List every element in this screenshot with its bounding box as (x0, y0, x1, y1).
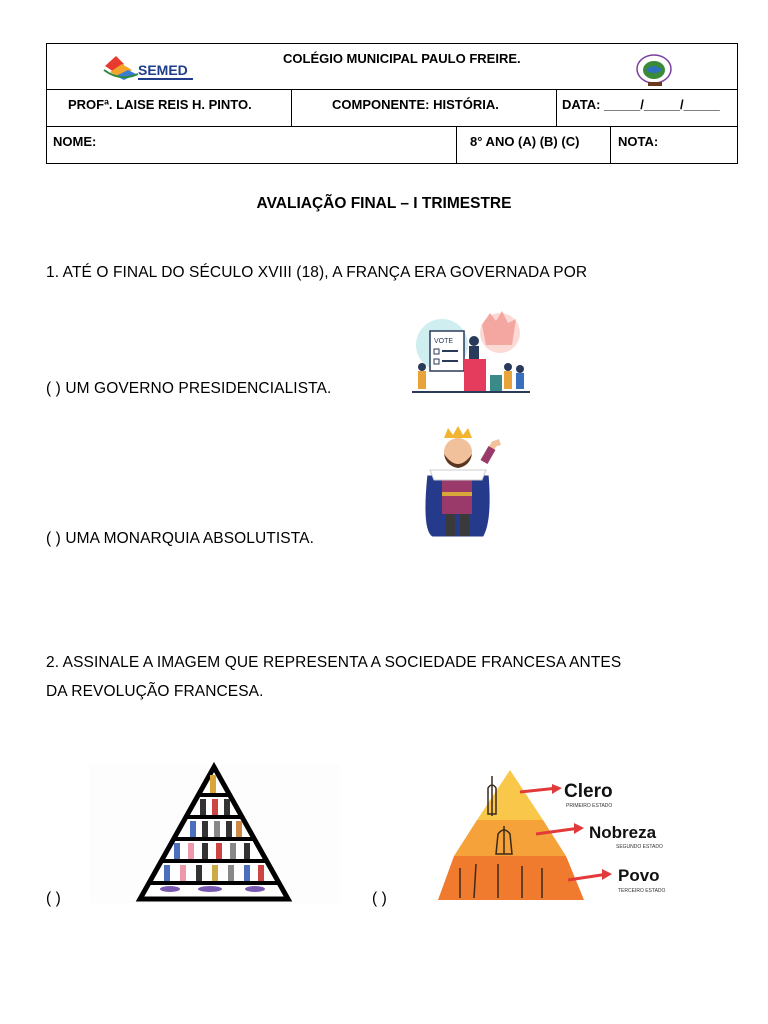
page-title: AVALIAÇÃO FINAL – I TRIMESTRE (256, 195, 512, 212)
score-field[interactable]: NOTA: (618, 134, 659, 149)
question-2-line2: DA REVOLUÇÃO FRANCESA. (46, 683, 264, 700)
king-illustration (410, 422, 508, 544)
question-2-line1: 2. ASSINALE A IMAGEM QUE REPRESENTA A SOCIEDADE FRANCESA ANTES (46, 654, 622, 671)
tier1-label: Clero (564, 781, 613, 802)
question-1: 1. ATÉ O FINAL DO SÉCULO XVIII (18), A FRANÇA ERA GOVERNADA POR (46, 264, 588, 281)
school-seal (630, 48, 678, 90)
divider (556, 89, 557, 126)
q2-option-b-checkbox[interactable]: ( ) (372, 890, 387, 907)
grade-label: 8° ANO (A) (B) (C) (470, 134, 580, 149)
tier2-sub: SEGUNDO ESTADO (616, 844, 663, 850)
voting-illustration (412, 305, 530, 395)
logo-text: SEMED (138, 62, 188, 78)
divider (610, 126, 611, 163)
tier1-sub: PRIMEIRO ESTADO (566, 803, 613, 809)
q2-option-a-checkbox[interactable]: ( ) (46, 890, 61, 907)
q1-option-monarchy[interactable]: ( ) UMA MONARQUIA ABSOLUTISTA. (46, 530, 314, 547)
divider (291, 89, 292, 126)
vote-text: VOTE (434, 338, 454, 345)
divider (47, 126, 737, 127)
semed-logo (102, 52, 197, 84)
component-label: COMPONENTE: HISTÓRIA. (332, 97, 499, 112)
date-field[interactable]: DATA: _____/_____/_____ (562, 97, 720, 112)
name-field[interactable]: NOME: (53, 134, 97, 149)
q1-option-presidential[interactable]: ( ) UM GOVERNO PRESIDENCIALISTA. (46, 380, 332, 397)
school-name: COLÉGIO MUNICIPAL PAULO FREIRE. (283, 51, 521, 66)
tier3-label: Povo (618, 866, 660, 885)
divider (456, 126, 457, 163)
human-pyramid-image (90, 765, 340, 903)
tier3-sub: TERCEIRO ESTADO (618, 888, 666, 894)
tier2-label: Nobreza (589, 823, 657, 842)
teacher-name: PROFª. LAISE REIS H. PINTO. (68, 97, 252, 112)
estates-pyramid-image (438, 768, 700, 902)
